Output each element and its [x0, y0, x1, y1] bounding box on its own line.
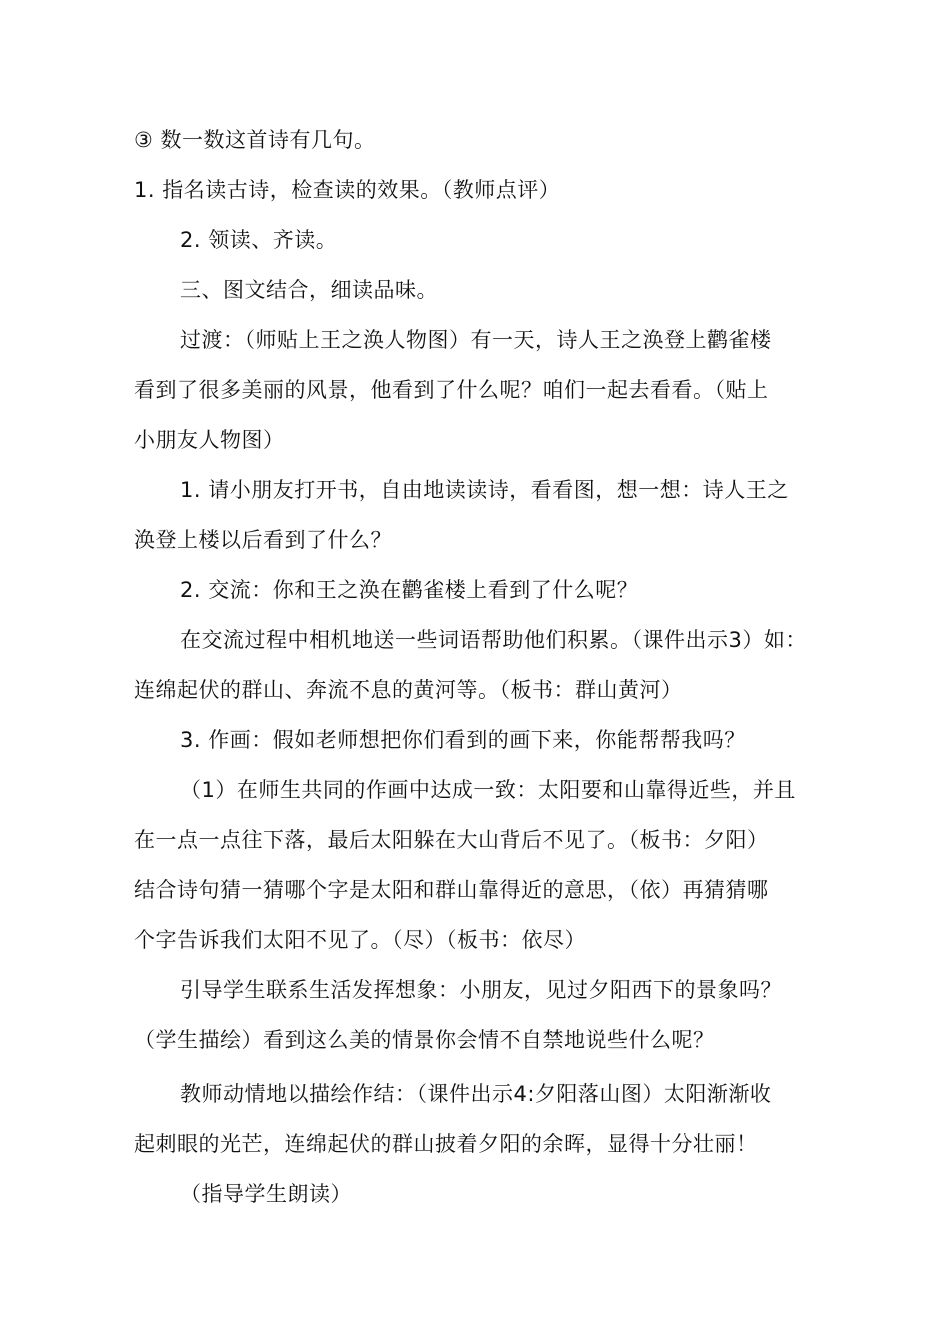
text-line-2: 1. 指名读古诗，检查读的效果。（教师点评）: [134, 178, 561, 202]
text-line-14: （1）在师生共同的作画中达成一致：太阳要和山靠得近些，并且: [180, 778, 796, 802]
text-line-6: 看到了很多美丽的风景，他看到了什么呢？咱们一起去看看。（贴上: [134, 378, 769, 402]
text-line-3: 2. 领读、齐读。: [180, 228, 338, 252]
text-line-11: 在交流过程中相机地送一些词语帮助他们积累。（课件出示3）如：: [180, 628, 807, 652]
section-heading: 三、图文结合，细读品味。: [180, 278, 438, 302]
text-line-10: 2. 交流：你和王之涣在鹳雀楼上看到了什么呢？: [180, 578, 639, 602]
text-line-1: ③ 数一数这首诗有几句。: [134, 128, 376, 152]
text-line-7: 小朋友人物图）: [134, 428, 285, 452]
text-line-15: 在一点一点往下落，最后太阳躲在大山背后不见了。（板书：夕阳）: [134, 828, 769, 852]
text-line-18: 引导学生联系生活发挥想象：小朋友，见过夕阳西下的景象吗？: [180, 978, 782, 1002]
text-line-20: 教师动情地以描绘作结：（课件出示4:夕阳落山图）太阳渐渐收: [180, 1082, 772, 1106]
text-line-9: 涣登上楼以后看到了什么？: [134, 528, 392, 552]
text-line-17: 个字告诉我们太阳不见了。（尽）（板书：依尽）: [134, 928, 586, 952]
text-line-21: 起刺眼的光芒，连绵起伏的群山披着夕阳的余晖，显得十分壮丽！: [134, 1132, 758, 1156]
text-line-13: 3. 作画：假如老师想把你们看到的画下来，你能帮帮我吗？: [180, 728, 746, 752]
text-line-12: 连绵起伏的群山、奔流不息的黄河等。（板书：群山黄河）: [134, 678, 683, 702]
text-line-19: （学生描绘）看到这么美的情景你会情不自禁地说些什么呢？: [134, 1028, 715, 1052]
text-line-5: 过渡：（师贴上王之涣人物图）有一天，诗人王之涣登上鹳雀楼: [180, 328, 772, 352]
text-line-22: （指导学生朗读）: [180, 1182, 352, 1206]
text-line-16: 结合诗句猜一猜哪个字是太阳和群山靠得近的意思，（依）再猜猜哪: [134, 878, 769, 902]
text-line-8: 1. 请小朋友打开书，自由地读读诗，看看图，想一想：诗人王之: [180, 478, 789, 502]
